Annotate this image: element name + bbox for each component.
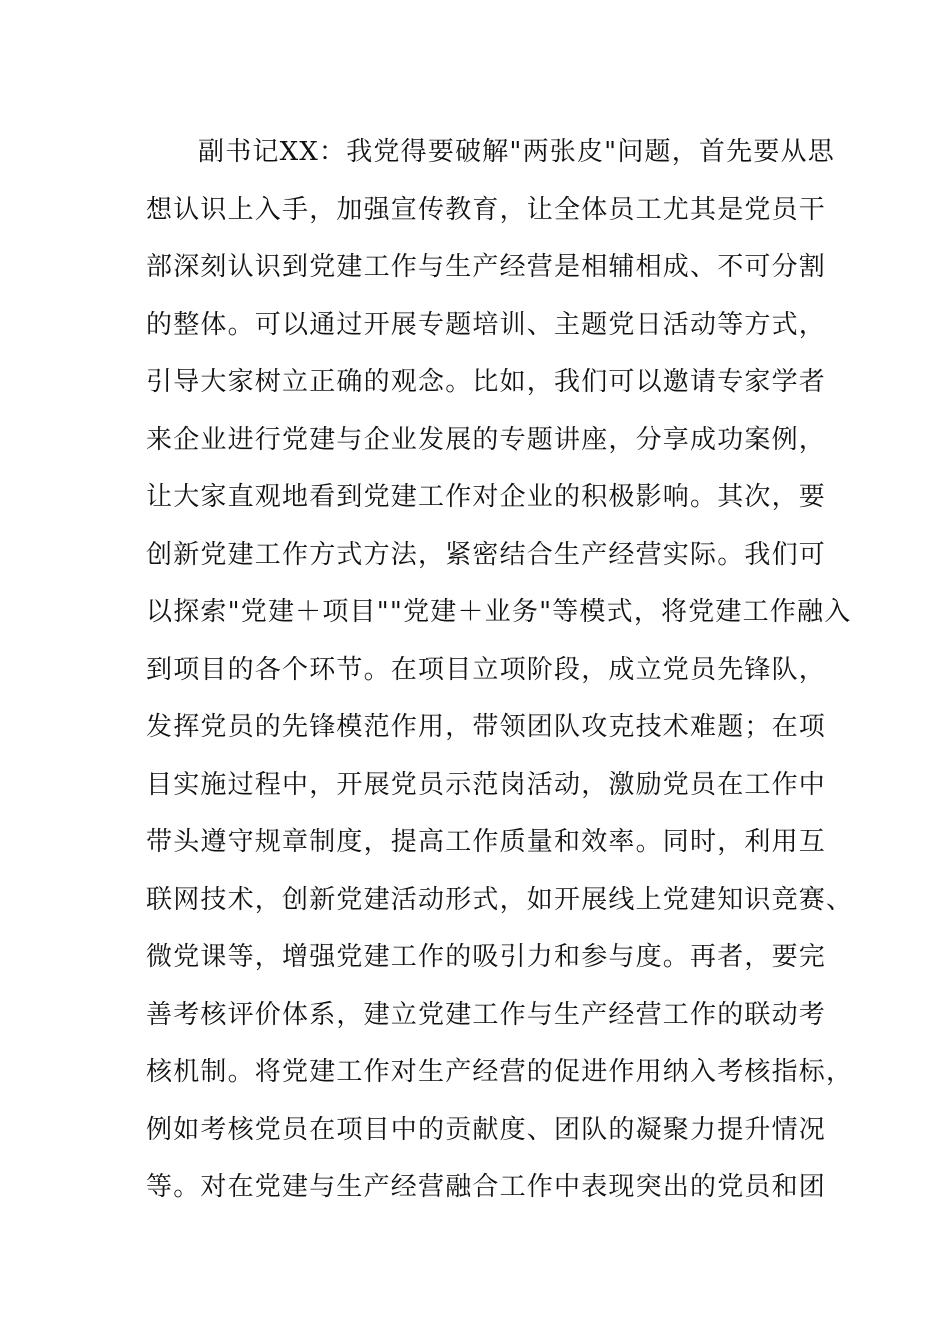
- text-line: 部深刻认识到党建工作与生产经营是相辅相成、不可分割: [146, 252, 827, 282]
- text-line: 以探索"党建＋项目""党建＋业务"等模式，将党建工作融入: [146, 597, 852, 627]
- text-line: 的整体。可以通过开展专题培训、主题党日活动等方式，: [146, 309, 827, 340]
- text-line: 微党课等，增强党建工作的吸引力和参与度。再者，要完: [146, 942, 827, 972]
- text-line: 创新党建工作方式方法，紧密结合生产经营实际。我们可: [146, 539, 827, 570]
- text-line: 让大家直观地看到党建工作对企业的积极影响。其次，要: [146, 482, 827, 512]
- text-line: 想认识上入手，加强宣传教育，让全体员工尤其是党员干: [146, 194, 827, 225]
- body-text: [146, 124, 854, 1217]
- text-line: 等。对在党建与生产经营融合工作中表现突出的党员和团: [146, 1172, 827, 1202]
- text-line: 联网技术，创新党建活动形式，如开展线上党建知识竞赛、: [146, 884, 854, 915]
- text-line: 发挥党员的先锋模范作用，带领团队攻克技术难题；在项: [146, 712, 827, 742]
- text-line: 引导大家树立正确的观念。比如，我们可以邀请专家学者: [146, 367, 827, 397]
- text-line: 副书记XX：我党得要破解"两张皮"问题，首先要从思: [198, 137, 835, 167]
- text-line: 到项目的各个环节。在项目立项阶段，成立党员先锋队，: [146, 654, 827, 685]
- text-line: 带头遵守规章制度，提高工作质量和效率。同时，利用互: [146, 827, 827, 857]
- text-line: 目实施过程中，开展党员示范岗活动，激励党员在工作中: [146, 769, 827, 800]
- text-line: 来企业进行党建与企业发展的专题讲座，分享成功案例，: [146, 424, 827, 455]
- text-line: 例如考核党员在项目中的贡献度、团队的凝聚力提升情况: [146, 1114, 827, 1145]
- text-line: 善考核评价体系，建立党建工作与生产经营工作的联动考: [146, 999, 827, 1030]
- text-line: 核机制。将党建工作对生产经营的促进作用纳入考核指标，: [146, 1057, 854, 1087]
